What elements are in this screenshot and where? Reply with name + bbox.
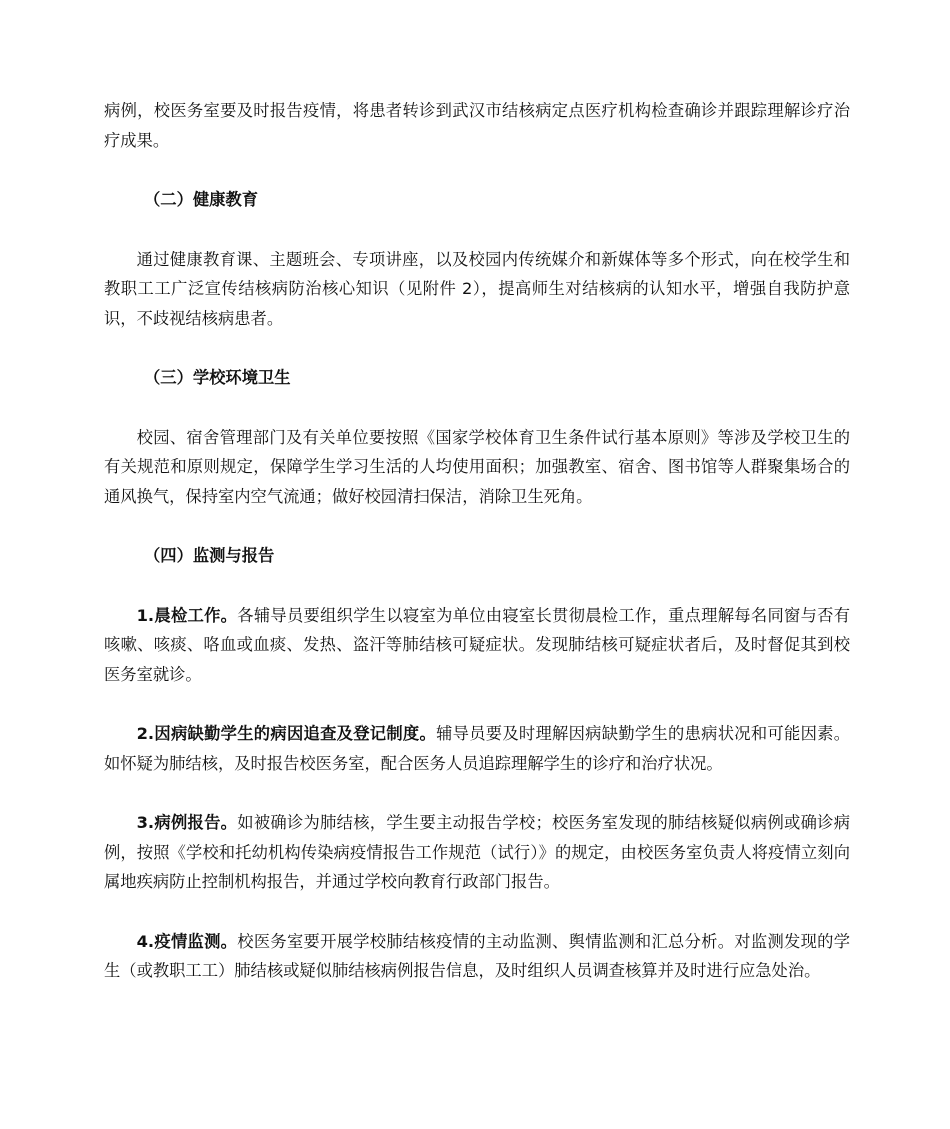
paragraph-continued: 病例，校医务室要及时报告疫情，将患者转诊到武汉市结核病定点医疗机构检查确诊并跟踪理解诊疗治疗成果。 <box>104 101 850 150</box>
item-text: 辅导员要及时理解因病缺勤学生的患病状况和可能因素。如怀疑为肺结核，及时报告校医务室，配合医务人员追踪理解学生的诊疗和治疗状况。 <box>104 724 850 773</box>
paragraph-school-environment: 校园、宿舍管理部门及有关单位要按照《国家学校体育卫生条件试行基本原则》等涉及学校卫生的有关规范和原则规定，保障学生学习生活的人均使用面积；加强教室、宿舍、图书馆等人群聚集场合的通风换气，保持室内空气流通；做好校园清扫保洁，消除卫生死角。 <box>104 427 850 506</box>
item-lead: 3.病例报告。 <box>136 813 238 832</box>
item-text: 各辅导员要组织学生以寝室为单位由寝室长贯彻晨检工作，重点理解每名同窗与否有咳嗽、咳痰、咯血或血痰、发热、盗汗等肺结核可疑症状。发现肺结核可疑症状者后，及时督促其到校医务室就诊。 <box>104 605 851 684</box>
item-lead: 2.因病缺勤学生的病因追查及登记制度。 <box>136 724 437 743</box>
section-heading-health-education: （二）健康教育 <box>144 190 258 209</box>
section-heading-school-environment: （三）学校环境卫生 <box>144 368 291 387</box>
list-item-epidemic-monitoring <box>104 927 850 986</box>
item-text: 如被确诊为肺结核，学生要主动报告学校；校医务室发现的肺结核疑似病例或确诊病例，按照《学校和托幼机构传染病疫情报告工作规范（试行）》的规定，由校医务室负责人将疫情立刻向属地疾病防止控制机构报告，并通过学校向教育行政部门报告。 <box>104 813 851 891</box>
list-item-morning-check <box>104 601 850 690</box>
item-lead: 1.晨检工作。 <box>136 605 238 625</box>
paragraph-health-education: 通过健康教育课、主题班会、专项讲座，以及校园内传统媒介和新媒体等多个形式，向在校学生和教职工工广泛宣传结核病防治核心知识（见附件 2），提高师生对结核病的认知水平，增强自我防护意识，不歧视结核病患者。 <box>104 249 850 328</box>
item-text: 校医务室要开展学校肺结核疫情的主动监测、舆情监测和汇总分析。对监测发现的学生（或教职工工）肺结核或疑似肺结核病例报告信息，及时组织人员调查核算并及时进行应急处治。 <box>104 931 851 980</box>
list-item-case-report <box>104 808 850 897</box>
item-lead: 4.疫情监测。 <box>136 931 238 951</box>
section-heading-monitoring-report: （四）监测与报告 <box>144 546 275 565</box>
list-item-absence-tracking <box>104 719 850 778</box>
